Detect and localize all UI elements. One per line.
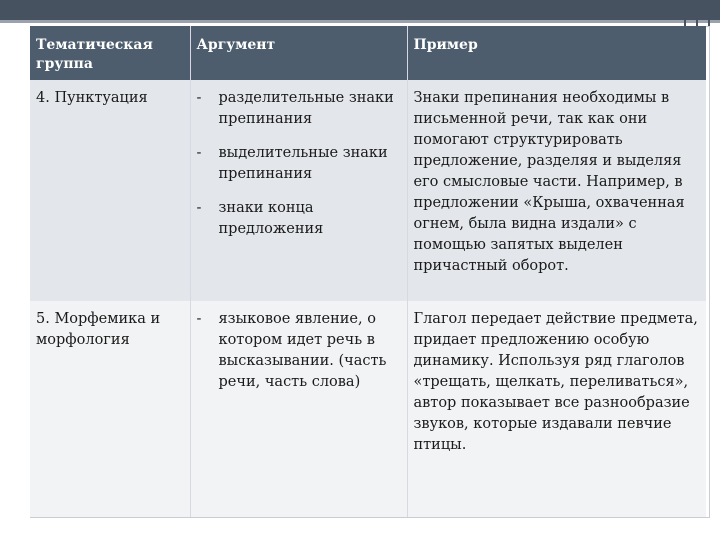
header-argument: Аргумент [190,26,407,80]
example-cell: Глагол передает действие предмета, придает предложению особую динамику. Используя ряд глаголов «трещать, щелкать, переливаться», автор показывает все разнообразие звуков, которые издавали певчие птицы. [407,301,706,517]
example-cell: Знаки препинания необходимы в письменной речи, так как они помогают структурировать предложение, разделяя и выделяя его смысловые части. Например, в предложении «Крыша, охваченная огнем, была видна издали» с помощью запятых выделен причастный оборот. [407,80,706,301]
argument-text: знаки конца предложения [218,200,324,237]
header-group: Тематическая группа [30,26,190,80]
top-decorative-bar [0,0,720,20]
group-cell: 4. Пунктуация [30,80,190,301]
top-accent-line [0,20,720,23]
argument-item [197,309,401,393]
dash-marker: - [196,145,202,161]
argument-table [30,26,706,517]
arguments-cell [190,301,407,517]
argument-item [197,88,401,130]
dash-marker: - [196,200,202,216]
table-row [30,80,706,301]
arguments-cell [190,80,407,301]
argument-item [197,198,401,240]
header-example: Пример [407,26,706,80]
dash-marker: - [196,90,202,106]
group-cell: 5. Морфемика и морфология [30,301,190,517]
dash-marker: - [196,311,202,327]
argument-text: выделительные знаки препинания [218,145,388,182]
argument-item [197,143,401,185]
table-row [30,301,706,517]
argument-text: языковое явление, о котором идет речь в высказывании. (часть речи, часть слова) [218,311,387,390]
argument-text: разделительные знаки препинания [218,90,394,127]
table-header-row [30,26,706,80]
